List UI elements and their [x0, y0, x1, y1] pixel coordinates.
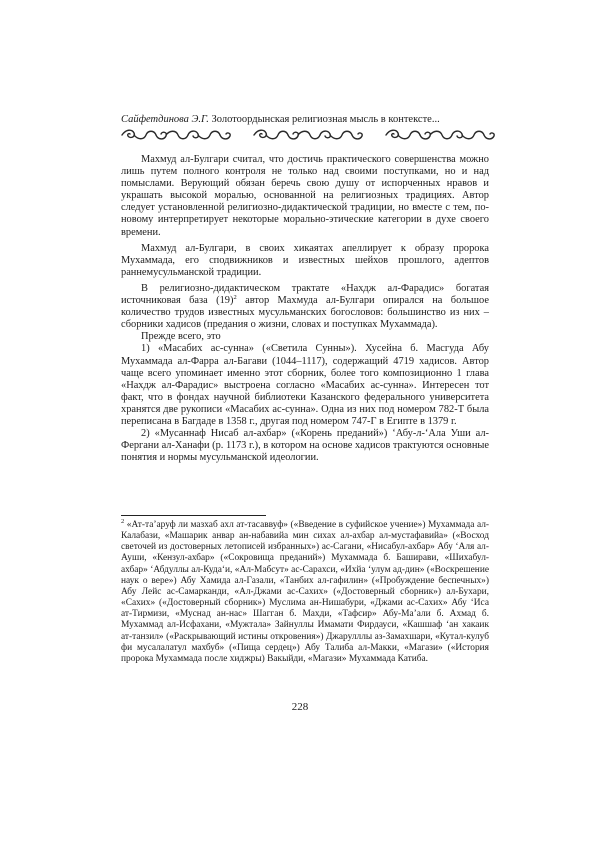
- main-text: [121, 154, 489, 464]
- paragraph-2: Махмуд ал-Булгари, в своих хикаятах апеллирует к образу пророка Мухаммада, его сподвижников и известных шейхов прошлого, адептов раннемусульманской традиции.: [121, 242, 489, 278]
- running-header: [121, 113, 491, 126]
- paragraph-1: Махмуд ал-Булгари считал, что достичь практического совершенства можно лишь путем полного контроля не только над своими поступками, но и над помыслами. Верующий обязан беречь свою душу от испорченных нравов и украшать высокой моралью, основанной на религиозных традициях. Автор следует установленной религиозно-дидактической традиции, но вместе с тем, по-новому интерпретирует некоторые морально-этические категории в духе своего времени.: [121, 154, 489, 238]
- paragraph-4: Прежде всего, это: [141, 331, 221, 343]
- page-number: 228: [291, 701, 309, 713]
- header-author: Сайфетдинова Э.Г.: [121, 114, 209, 125]
- footnote-separator: [121, 515, 266, 516]
- paragraph-3: [121, 283, 489, 331]
- footnote: [121, 520, 489, 665]
- ornamental-divider: [118, 128, 498, 142]
- paragraph-5: 1) «Масабих ас-сунна» («Светила Сунны»). Хусейна б. Масгуда Абу Мухаммада ал-Фарра ал-Багави (1044–1117), содержащий 4719 хадисов. Автор чаще всего упоминает именно этот сборник, более того композиционно 1 глава «Нахдж ал-Фарадис» выстроена согласно «Масабих ас-сунна». Интересен тот факт, что в фондах научной библиотеки Казанского федерального университета хранятся две рукописи «Масабих ас-сунна». Одна из них под номером 782-Т была переписана в Багдаде в 1358 г., другая под номером 747-Г в Египте в 1379 г.: [121, 343, 489, 427]
- footnote-ref: 2: [233, 294, 237, 302]
- footnote-text: «Ат-та’аруф ли мазхаб ахл ат-тасаввуф» («Введение в суфийское учение») Мухаммада ал-Калабази, «Машарик анвар ан-набавийа мин сихах ал-ахбар ал-мустафавийа» («Восход светочей из достоверных летописей избранных») ас-Сагани, «Нисабул-ахбар» Абу ‘Аля ал-Ауши, «Кензул-ахбар» («Сокровища преданий») Мухаммада б. Баширави, «Шихабул-ахбар» ‘Абдуллы ал-Куда‘и, «Ал-Мабсут» ас-Сарахси, «Ихйа ‘улум ад-дин» («Воскрешение наук о вере») Абу Хамида ал-Газали, «Танбих ал-гафилин» («Пробуждение беспечных») Абу Лейс ас-Самарканди, «Ал-Джами ас-Сахих» («Достоверный сборник») ал-Бухари, «Сахих» («Достоверный сборник») Муслима ан-Нишабури, «Джами ас-Сахих» Абу ‘Иса ат-Тирмизи, «Муснад ан-нас» Шагган б. Махди, «Тафсир» Абу-Ма’али б. Ахмад б. Мухаммад ал-Исфахани, «Мужтала» Зайнуллы Имамати Фирдауси, «Кашшаф ‘ан хакаик ат-танзил» («Раскрывающий истины откровения») Джарулллы аз-Замахшари, «Кутал-кулуб фи мусалалатул махбуб» («Пища сердец») Абу Талиба ал-Макки, «Магази» («История пророка Мухаммада после хиджры) Вакыйди, «Магази» Мухаммада Катиба.: [121, 520, 489, 664]
- footnote-marker: 2: [121, 518, 125, 525]
- paragraph-3-text-a: В религиозно-дидактическом трактате «Нахдж ал-Фарадис» богатая источниковая база (19): [121, 282, 489, 307]
- paragraph-3-text-b: автор Махмуда ал-Булгари опирался на большое количество трудов известных мусульманских богословов: большинство из них – сборники хадисов (предания о жизни, словах и поступках Мухаммада).: [121, 295, 489, 331]
- paragraph-6: 2) «Мусаннаф Нисаб ал-ахбар» («Корень преданий») ‘Абу-л-‘Ала Уши ал-Фергани ал-Ханафи (р. 1173 г.), в котором на основе хадисов трактуются основные понятия и нормы мусульманской идеологии.: [121, 428, 489, 464]
- header-title: Золотоордынская религиозная мысль в контексте...: [208, 114, 440, 125]
